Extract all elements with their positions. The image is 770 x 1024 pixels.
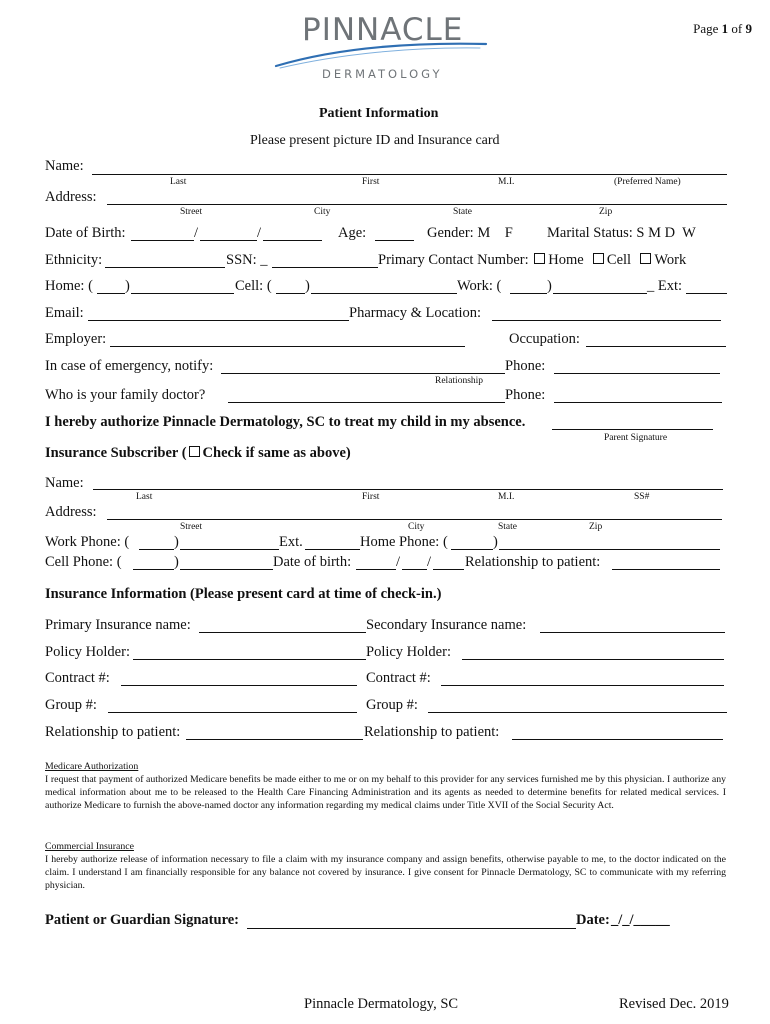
- footer-right: Revised Dec. 2019: [619, 996, 729, 1012]
- address-label: Address:: [45, 189, 97, 205]
- subscriber-ext-label: Ext.: [279, 534, 303, 550]
- signature-field[interactable]: [247, 928, 576, 929]
- subscriber-ext-field[interactable]: [305, 549, 360, 550]
- relationship-field-2[interactable]: [512, 739, 723, 740]
- subscriber-cell-phone-field[interactable]: [180, 569, 273, 570]
- policy-holder-field[interactable]: [133, 659, 366, 660]
- family-doctor-phone-label: Phone:: [505, 387, 546, 403]
- ssn-field[interactable]: [272, 267, 378, 268]
- address-sub-state: State: [453, 207, 472, 217]
- dob-label: Date of Birth:: [45, 225, 126, 241]
- cell-paren: ): [305, 278, 310, 294]
- occupation-field[interactable]: [586, 346, 726, 347]
- policy-holder-label-2: Policy Holder:: [366, 644, 451, 660]
- work-ext-field[interactable]: [686, 293, 727, 294]
- subscriber-sub-first: First: [362, 492, 380, 502]
- secondary-insurance-field[interactable]: [540, 632, 725, 633]
- subscriber-sub-state: State: [498, 522, 517, 532]
- relationship-label: Relationship to patient:: [45, 724, 181, 740]
- pharmacy-field[interactable]: [492, 320, 721, 321]
- subscriber-dob-month-field[interactable]: [356, 569, 396, 570]
- page-counter: [693, 21, 752, 37]
- group-field[interactable]: [108, 712, 357, 713]
- address-sub-street: Street: [180, 207, 203, 217]
- emergency-field[interactable]: [221, 373, 505, 374]
- subscriber-dob-slash-2: /: [427, 554, 432, 570]
- subscriber-name-label: Name:: [45, 475, 84, 491]
- subscriber-dob-slash-1: /: [396, 554, 401, 570]
- signature-date-field[interactable]: _/_/_____: [611, 912, 670, 928]
- ethnicity-field[interactable]: [105, 267, 225, 268]
- emergency-phone-field[interactable]: [554, 373, 720, 374]
- subscriber-name-field[interactable]: [93, 489, 723, 490]
- relationship-label-2: Relationship to patient:: [364, 724, 500, 740]
- name-sub-mi: M.I.: [498, 177, 515, 187]
- page-total: 9: [745, 21, 752, 36]
- email-label: Email:: [45, 305, 84, 321]
- signature-date-label: Date:: [576, 912, 610, 928]
- logo-subtitle: DERMATOLOGY: [322, 67, 443, 81]
- work-ext-label: _ Ext:: [647, 278, 683, 294]
- subscriber-home-paren: ): [493, 534, 498, 550]
- relationship-field[interactable]: [186, 739, 363, 740]
- subscriber-work-area-field[interactable]: [139, 549, 174, 550]
- cell-phone-field[interactable]: [311, 293, 457, 294]
- occupation-label: Occupation:: [509, 331, 580, 347]
- age-label: Age:: [338, 225, 367, 241]
- signature-label: Patient or Guardian Signature:: [45, 912, 240, 928]
- same-as-above-checkbox[interactable]: [189, 446, 200, 457]
- subscriber-address-label: Address:: [45, 504, 97, 520]
- subscriber-title: [45, 445, 351, 462]
- dob-day-field[interactable]: [200, 240, 257, 241]
- primary-insurance-label: Primary Insurance name:: [45, 617, 191, 633]
- subscriber-address-field[interactable]: [107, 519, 722, 520]
- name-sub-first: First: [362, 177, 380, 187]
- work-phone-label: Work: (: [457, 278, 502, 294]
- relationship-sub: Relationship: [435, 376, 484, 386]
- subscriber-sub-mi: M.I.: [498, 492, 515, 502]
- address-field[interactable]: [107, 204, 727, 205]
- home-paren: ): [125, 278, 130, 294]
- name-field[interactable]: [92, 174, 727, 175]
- logo: [270, 10, 500, 86]
- policy-holder-field-2[interactable]: [462, 659, 724, 660]
- subscriber-work-paren: ): [174, 534, 179, 550]
- insurance-title: Insurance Information (Please present card at time of check-in.): [45, 586, 442, 602]
- dob-month-field[interactable]: [131, 240, 194, 241]
- name-sub-last: Last: [170, 177, 187, 187]
- contract-label-2: Contract #:: [366, 670, 431, 686]
- pharmacy-label: Pharmacy & Location:: [349, 305, 482, 321]
- subscriber-relationship-field[interactable]: [612, 569, 720, 570]
- work-paren: ): [547, 278, 552, 294]
- subscriber-title-pre: Insurance Subscriber (: [45, 445, 187, 461]
- home-option-label: Home: [548, 252, 584, 268]
- work-checkbox[interactable]: [640, 253, 651, 264]
- dob-slash-1: /: [194, 225, 199, 241]
- page-title: Patient Information: [319, 106, 439, 121]
- subscriber-work-phone-label: Work Phone: (: [45, 534, 130, 550]
- parent-signature-sub: Parent Signature: [604, 433, 668, 443]
- group-field-2[interactable]: [428, 712, 727, 713]
- cell-option-label: Cell: [606, 252, 632, 268]
- subscriber-cell-paren: ): [174, 554, 179, 570]
- subscriber-sub-zip: Zip: [589, 522, 603, 532]
- subscriber-sub-street: Street: [180, 522, 203, 532]
- footer-left: Pinnacle Dermatology, SC: [304, 996, 459, 1012]
- subscriber-home-phone-label: Home Phone: (: [360, 534, 448, 550]
- subscriber-relationship-label: Relationship to patient:: [465, 554, 601, 570]
- subscriber-dob-label: Date of birth:: [273, 554, 352, 570]
- subscriber-dob-year-field[interactable]: [433, 569, 464, 570]
- home-checkbox[interactable]: [534, 253, 545, 264]
- work-area-field[interactable]: [510, 293, 547, 294]
- name-label: Name:: [45, 158, 84, 174]
- subscriber-dob-day-field[interactable]: [402, 569, 427, 570]
- contract-label: Contract #:: [45, 670, 110, 686]
- work-phone-field[interactable]: [553, 293, 647, 294]
- medicare-text: I request that payment of authorized Medicare benefits be made either to me or on my behalf to this provider for any services furnished me by this physician. I authorize any medical information about me to be released to the Health Care Financing Administration and its agents as needed to determine benefits for related medical services. I authorize Medicare to furnish the above-named doctor any information regarding my medical claims under Title XVII of the Social Security Act.: [45, 774, 726, 812]
- page-label: Page: [693, 21, 719, 36]
- secondary-insurance-label: Secondary Insurance name:: [366, 617, 527, 633]
- family-doctor-label: Who is your family doctor?: [45, 387, 206, 403]
- ssn-label: SSN: _: [226, 252, 268, 268]
- authorize-text: I hereby authorize Pinnacle Dermatology, SC to treat my child in my absence.: [45, 414, 526, 430]
- emergency-label: In case of emergency, notify:: [45, 358, 214, 374]
- subscriber-work-phone-field[interactable]: [180, 549, 279, 550]
- group-label: Group #:: [45, 697, 97, 713]
- commercial-heading: Commercial Insurance: [45, 841, 134, 852]
- contract-field[interactable]: [121, 685, 357, 686]
- cell-checkbox[interactable]: [593, 253, 604, 264]
- family-doctor-field[interactable]: [228, 402, 505, 403]
- address-sub-zip: Zip: [599, 207, 613, 217]
- page-subtitle: Please present picture ID and Insurance card: [250, 133, 500, 148]
- cell-phone-label: Cell: (: [235, 278, 272, 294]
- medicare-heading: Medicare Authorization: [45, 761, 139, 772]
- logo-name: PINNACLE: [302, 12, 464, 48]
- page-current: 1: [721, 21, 729, 36]
- dob-slash-2: /: [257, 225, 262, 241]
- home-phone-field[interactable]: [131, 293, 234, 294]
- subscriber-sub-last: Last: [136, 492, 153, 502]
- subscriber-home-area-field[interactable]: [451, 549, 493, 550]
- address-sub-city: City: [314, 207, 331, 217]
- emergency-phone-label: Phone:: [505, 358, 546, 374]
- employer-label: Employer:: [45, 331, 107, 347]
- marital-status-label: Marital Status: S M D W: [547, 225, 696, 241]
- age-field[interactable]: [375, 240, 414, 241]
- subscriber-title-post: Check if same as above): [202, 445, 351, 461]
- primary-insurance-field[interactable]: [199, 632, 366, 633]
- home-phone-label: Home: (: [45, 278, 93, 294]
- employer-field[interactable]: [110, 346, 465, 347]
- cell-area-field[interactable]: [276, 293, 305, 294]
- subscriber-home-phone-field[interactable]: [499, 549, 720, 550]
- work-option-label: Work: [654, 252, 687, 268]
- dob-year-field[interactable]: [263, 240, 322, 241]
- page-of: of: [731, 21, 743, 36]
- ethnicity-label: Ethnicity:: [45, 252, 103, 268]
- name-sub-preferred: (Preferred Name): [614, 177, 681, 187]
- subscriber-cell-area-field[interactable]: [133, 569, 174, 570]
- parent-signature-field[interactable]: [552, 429, 713, 430]
- gender-label: Gender: M F: [427, 225, 513, 241]
- policy-holder-label: Policy Holder:: [45, 644, 130, 660]
- family-doctor-phone-field[interactable]: [554, 402, 722, 403]
- subscriber-cell-phone-label: Cell Phone: (: [45, 554, 122, 570]
- group-label-2: Group #:: [366, 697, 418, 713]
- primary-contact-text: Primary Contact Number:: [378, 252, 529, 268]
- commercial-text: I hereby authorize release of information necessary to file a claim with my insurance company and assign benefits, otherwise payable to me, to the doctor indicated on the claim. I understand I am financially responsible for any balance not covered by insurance. I give consent for Pinnacle Dermatology, SC to communicate with my referring physician.: [45, 854, 726, 892]
- email-field[interactable]: [88, 320, 349, 321]
- contract-field-2[interactable]: [441, 685, 724, 686]
- home-area-field[interactable]: [97, 293, 125, 294]
- subscriber-sub-city: City: [408, 522, 425, 532]
- primary-contact-label: [378, 252, 686, 269]
- subscriber-sub-ssn: SS#: [634, 492, 650, 502]
